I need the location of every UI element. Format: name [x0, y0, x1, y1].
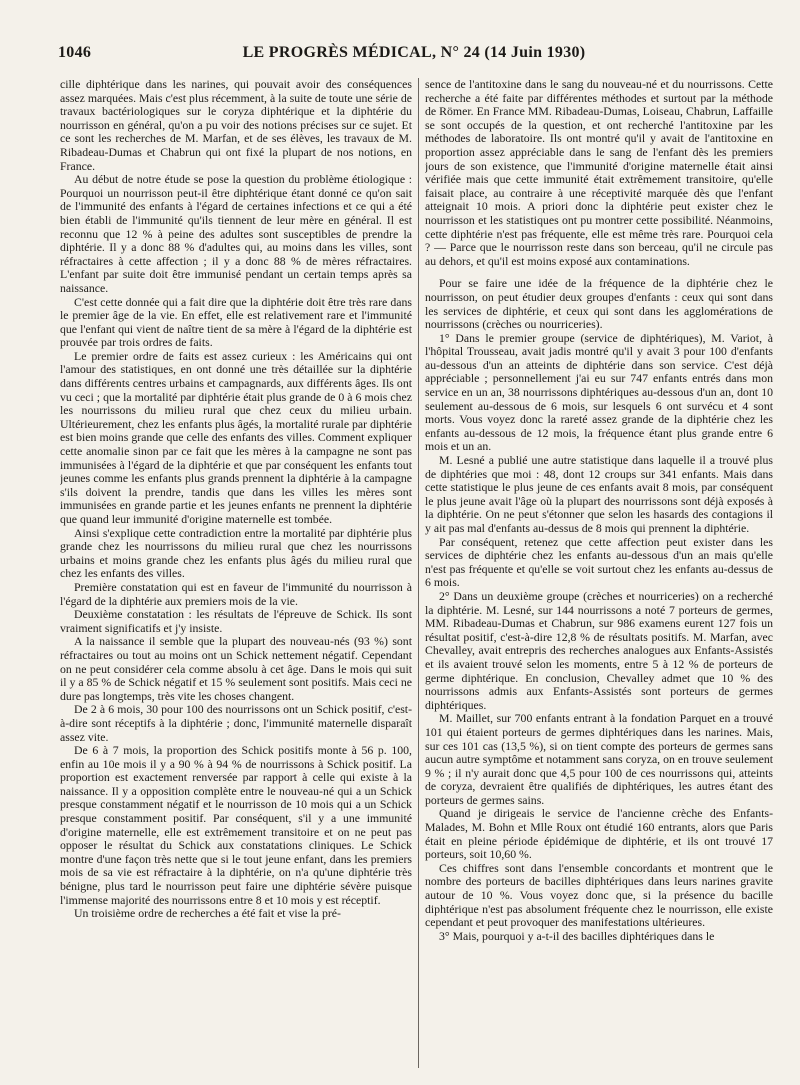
paragraph: Ces chiffres sont dans l'ensemble concordants et montrent que le nombre des porteurs de bacilles diphtériques dans leurs narines gravite autour de 10 %. Vous voyez donc que, si la présence du bacille diphtérique n'est pas absolument fréquente chez le nourrisson, elle existe cependant et peut provoquer des manifestations ultérieures. [425, 860, 773, 930]
paragraph: Le premier ordre de faits est assez curieux : les Américains qui ont l'amour des statistiques, en ont donné une très détaillée sur la diphtérie dans différents centres urbains et campagnards, aux différents âges. Ils ont vu ceci ; que la mortalité par diphtérie était plus grande de 0 à 6 mois chez les nourrissons du milieu rural que chez ceux du milieu urbain. Ultérieurement, chez les enfants plus âgés, la mortalité rurale par diphtérie est bien moins grande que celle des enfants des villes. Comment expliquer cette anomalie sinon par ce fait que les mères à la campagne ne sont pas immunisées à l'égard de la diphtérie et que par conséquent les enfants tout jeunes comme les enfants plus grands prennent la diphtérie à la campagne s'ils doivent la prendre, tandis que dans les villes les mères sont immunisées en grande partie et les jeunes enfants ne prennent la diphtérie que quand leur immunité d'origine maternelle est tombée. [60, 348, 412, 526]
paragraph: Quand je dirigeais le service de l'ancienne crèche des Enfants-Malades, M. Bohn et Mlle Roux ont étudié 160 entrants, alors que Paris était en pleine période épidémique de diphtérie, et ils ont trouvé 17 porteurs, soit 10,60 %. [425, 806, 773, 862]
paragraph: cille diphtérique dans les narines, qui pouvait avoir des conséquences assez marquées. Mais c'est plus récemment, à la suite de toute une série de travaux bactériologiques sur le coryza diphtérique et la diphtérie du nourrisson en général, qu'on a pu voir des notions précises sur ce sujet. Et ce sont les recherches de M. Marfan, et de ses élèves, les travaux de M. Ribadeau-Dumas et Chabrun qui ont fixé la plupart de nos notions, en France. [60, 78, 412, 173]
paragraph: 1° Dans le premier groupe (service de diphtériques), M. Variot, à l'hôpital Trousseau, avait jadis montré qu'il y avait 3 pour 100 d'enfants au-dessous d'un an atteints de diphtérie dans son service. C'est déjà appréciable ; personnellement j'ai eu sur 747 enfants entrés dans mon service en un an, 38 nourrissons diphtériques au-dessous d'un an, dont 10 seulement au-dessous de 6 mois, sur lesquels 6 ont survécu et 4 sont morts. Vous voyez donc la rareté assez grande de la diphtérie chez les enfants au-dessous de 12 mois, la fréquence étant plus grande entre 6 mois et un an. [425, 330, 773, 454]
paragraph: M. Lesné a publié une autre statistique dans laquelle il a trouvé plus de diphtéries que moi : 48, dont 12 croups sur 341 enfants. Mais dans cette statistique le plus jeune de ces enfants avait 8 mois, par conséquent le plus jeune avait l'âge où la plupart des nourrissons sont déjà exposés à la diphtérie. On ne peut s'étonner que selon les hasards des contagions il y ait pas mal d'enfants au-dessus de 8 mois qui prennent la diphtérie. [425, 453, 773, 535]
paragraph: De 2 à 6 mois, 30 pour 100 des nourrissons ont un Schick positif, c'est-à-dire sont réceptifs à la diphtérie ; donc, l'immunité maternelle disparaît assez vite. [60, 702, 412, 744]
column-divider [418, 78, 419, 1068]
page-header [58, 44, 770, 66]
paragraph: Première constatation qui est en faveur de l'immunité du nourrisson à l'égard de la diphtérie aux premiers mois de la vie. [60, 579, 412, 608]
page-number: 1046 [58, 44, 92, 61]
paragraph: Au début de notre étude se pose la question du problème étiologique : Pourquoi un nourrisson peut-il être diphtérique étant donné ce qu'on sait de l'immunité des enfants à l'égard de certaines infections et ce qui a été bien établi de l'immunité qu'ils tiennent de leur mère en général. Il est reconnu que 12 % à peine des adultes sont susceptibles de prendre la diphtérie. Il y a donc 88 % d'adultes qui, au moins dans les villes, sont réfractaires à cette affection ; il y a donc 88 % de mères réfractaires. L'enfant par suite doit être immunisé pendant un certain temps après sa naissance. [60, 172, 412, 295]
paragraph: Ainsi s'explique cette contradiction entre la mortalité par diphtérie plus grande chez les nourrissons du milieu rural que chez les nourrissons urbains et moins grande chez les enfants plus âgés du milieu rural que chez les enfants des villes. [60, 525, 412, 581]
paragraph: 3° Mais, pourquoi y a-t-il des bacilles diphtériques dans le [439, 928, 715, 943]
paragraph: Par conséquent, retenez que cette affection peut exister dans les services de diphtérie chez les enfants au-dessous d'un an mais qu'elle n'est pas fréquente et qu'elle se voit surtout chez les enfants au-dessus de 6 mois. [425, 534, 773, 590]
paragraph: 2° Dans un deuxième groupe (crèches et nourriceries) on a recherché la diphtérie. M. Lesné, sur 144 nourrissons a noté 7 porteurs de germes, MM. Ribadeau-Dumas et Chabrun, sur 986 examens eurent 127 fois un résultat positif, c'est-à-dire 12,8 % de résultats positifs. M. Marfan, avec Chevalley, avait entrepris des recherches analogues aux Enfants-Assistés et ils avaient trouvé selon les moments, entre 5 à 12 % de porteurs de germe diphtérique. En conclusion, Chevalley admet que 10 % des nourrissons admis aux Enfants-Assistés sont porteurs de germes diphtériques. [425, 588, 773, 712]
paragraph: Pour se faire une idée de la fréquence de la diphtérie chez le nourrisson, on peut étudier deux groupes d'enfants : ceux qui sont dans les services de diphtérie, et ceux qui sont dans les agglomérations de nourrissons (crèches ou nourriceries). [425, 276, 773, 332]
paragraph: C'est cette donnée qui a fait dire que la diphtérie doit être très rare dans le premier âge de la vie. En effet, elle est relativement rare et l'immunité que l'enfant qui vient de naître tient de sa mère à l'égard de la diphtérie est prouvée par trois ordres de faits. [60, 294, 412, 350]
paragraph: Un troisième ordre de recherches a été fait et vise la pré- [74, 906, 341, 921]
right-column [425, 78, 773, 1078]
paragraph: A la naissance il semble que la plupart des nouveau-nés (93 %) sont réfractaires ou tout au moins ont un Schick nettement négatif. Cependant on ne peut considérer cela comme absolu à cet âge. Dans le mois qui suit il y a 85 % de Schick négatif et 15 % seulement sont positifs. Mais ceci ne dure pas longtemps, très vite les choses changent. [60, 634, 412, 703]
paragraph: M. Maillet, sur 700 enfants entrant à la fondation Parquet en a trouvé 101 qui étaient porteurs de germes diphtériques dans les narines. Mais, sur ces 101 cas (13,5 %), si on tient compte des porteurs de germes sans aucun autre symptôme et notamment sans coryza, on en trouve seulement 9 % ; il n'y aurait donc que 4,5 pour 100 de ces nourrissons qui, atteints de coryza, devraient être qualifiés de diphtériques, les autres étant des porteurs de germes sains. [425, 711, 773, 807]
paragraph: sence de l'antitoxine dans le sang du nouveau-né et du nourrissons. Cette recherche a été faite par différentes méthodes et surtout par la méthode de Römer. En France MM. Ribadeau-Dumas, Loiseau, Chabrun, Laffaille se sont occupés de la question, et ont recherché l'antitoxine par les méthodes de laboratoire. Ils ont montré qu'il y avait de l'antitoxine en proportion assez appréciable dans le sang de l'enfant dès les premiers jours de son existence, que l'immunité d'origine maternelle était ainsi vérifiée mais que cette immunité était extrêmement transitoire, qu'elle faisait place, au contraire à une réceptivité marquée dès que l'enfant atteignait 10 mois. A priori donc la diphtérie peut exister chez le nourrisson et les statistiques ont pu montrer cette possibilité. Néanmoins, cette diphtérie n'est pas fréquente, elle est même très rare. Pourquoi cela ? — Parce que le nourrisson reste dans son berceau, qu'il ne circule pas au dehors, et qu'il est moins exposé aux contaminations. [425, 78, 773, 268]
left-column [60, 78, 412, 1078]
journal-title: LE PROGRÈS MÉDICAL, N° 24 (14 Juin 1930) [242, 44, 586, 61]
paragraph: De 6 à 7 mois, la proportion des Schick positifs monte à 56 p. 100, enfin au 10e mois il y a 90 % à 94 % de nourrissons à Schick positif. La proportion est exactement renversée par rapport à celle qui existe à la naissance. Il y a opposition complète entre le nouveau-né qui a un Schick presque constamment négatif et le nourrisson de 10 mois qui a un Schick presque constamment positif. Par conséquent, s'il y a une immunité d'origine maternelle, elle est extrêmement transitoire et on ne peut pas opposer le résultat du Schick aux constatations cliniques. Le Schick montre d'une façon très nette que si le tout jeune enfant, dans les premiers mois de sa vie est réfractaire à la diphtérie, on n'a qu'une diphtérie très bénigne, plus tard le nourrisson peut faire une diphtérie sévère puisque l'immense majorité des nourrissons entre 8 et 10 mois y est réceptif. [60, 743, 412, 907]
paragraph: Deuxième constatation : les résultats de l'épreuve de Schick. Ils sont vraiment significatifs et j'y insiste. [60, 607, 412, 635]
